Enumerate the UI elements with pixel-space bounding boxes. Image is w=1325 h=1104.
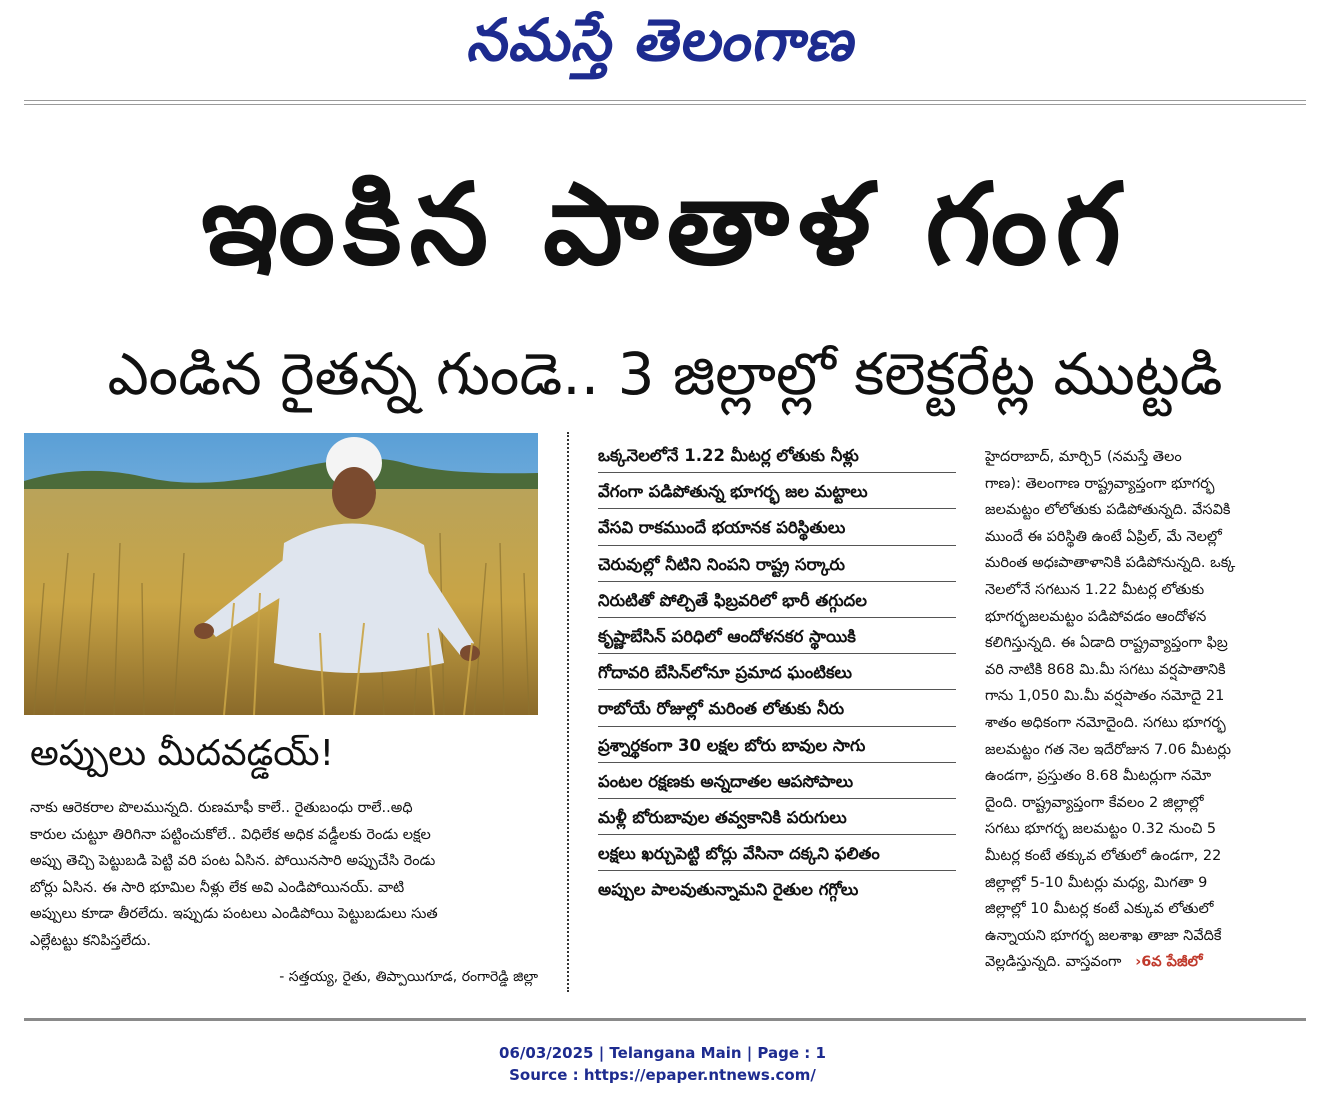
footer xyxy=(0,1042,1325,1086)
key-point: ఒక్కనెలలోనే 1.22 మీటర్ల లోతుకు నీళ్లు xyxy=(598,440,956,473)
photo-caption-quote xyxy=(30,795,538,954)
body-line: మరింత అధఃపాతాళానికి పడిపోనున్నది. ఒక్క xyxy=(985,555,1236,572)
body-line: ముందే ఈ పరిస్థితి ఉంటే ఏప్రిల్, మే నెలల్లో xyxy=(985,528,1222,545)
quote-line: బోర్లు ఏసిన. ఈ సారి భూమిల నీళ్లు లేక అవి ఎండిపోయినయ్. వాటి xyxy=(30,879,405,896)
key-point: గోదావరి బేసిన్‌లోనూ ప్రమాద ఘంటికలు xyxy=(598,657,956,690)
body-line: గాను 1,050 మి.మీ వర్షపాతం నమోదై 21 xyxy=(985,688,1225,705)
key-points-list xyxy=(598,440,956,909)
key-point: పంటల రక్షణకు అన్నదాతల ఆపసోపాలు xyxy=(598,766,956,799)
quote-line: కారుల చుట్టూ తిరిగినా పట్టించుకోలే.. విధిలేక అధిక వడ్డీలకు రెండు లక్షల xyxy=(30,826,431,843)
body-line: గాణ): తెలంగాణ రాష్ట్రవ్యాప్తంగా భూగర్భ xyxy=(985,475,1215,492)
body-line: జలమట్టం గత నెల ఇదేరోజున 7.06 మీటర్లు xyxy=(985,741,1232,758)
key-point: నిరుటితో పోల్చితే ఫిబ్రవరిలో భారీ తగ్గుదల xyxy=(598,585,956,618)
farmer-photo xyxy=(24,433,538,715)
column-divider xyxy=(567,432,569,992)
body-line: దైంది. రాష్ట్రవ్యాప్తంగా కేవలం 2 జిల్లాల్లో xyxy=(985,794,1204,811)
farmer-in-dry-paddy-image xyxy=(24,433,538,715)
quote-line: అప్పు తెచ్చి పెట్టుబడి పెట్టి వరి పంట ఏసిన. పోయినసారి అప్పుచేసి రెండు xyxy=(30,853,436,869)
key-point: కృష్ణాబేసిన్ పరిధిలో ఆందోళనకర స్థాయికి xyxy=(598,621,956,654)
body-line: మీటర్ల కంటే తక్కువ లోతులో ఉండగా, 22 xyxy=(985,847,1222,864)
body-line: సగటు భూగర్భ జలమట్టం 0.32 నుంచి 5 xyxy=(985,821,1217,838)
key-point: అప్పుల పాలవుతున్నామని రైతుల గగ్గోలు xyxy=(598,880,859,900)
body-line: వెల్లడిస్తున్నది. వాస్తవంగా xyxy=(985,954,1122,971)
body-line: నెలలోనే సగటున 1.22 మీటర్ల లోతుకు xyxy=(985,581,1205,598)
body-line: ఉన్నాయని భూగర్భ జలశాఖ తాజా నివేదికే xyxy=(985,927,1222,944)
photo-caption-title: అప్పులు మీదవడ్డయ్! xyxy=(30,733,335,774)
body-line: వరి నాటికి 868 మి.మీ సగటు వర్షపాతానికి xyxy=(985,661,1226,678)
quote-line: ఎల్లేటట్టు కనిపిస్తలేదు. xyxy=(30,932,151,949)
body-line: ఉండగా, ప్రస్తుతం 8.68 మీటర్లుగా నమో xyxy=(985,768,1212,785)
body-line: భూగర్భజలమట్టం పడిపోవడం ఆందోళన xyxy=(985,608,1207,625)
subheadline: ఎండిన రైతన్న గుండె.. 3 జిల్లాల్లో కలెక్టరేట్ల ముట్టడి xyxy=(107,340,1223,408)
body-line: కలిగిస్తున్నది. ఈ ఏడాది రాష్ట్రవ్యాప్తంగా ఫిబ్ర xyxy=(985,635,1228,652)
key-point: వేసవి రాకముందే భయానక పరిస్థితులు xyxy=(598,512,956,545)
body-line: శాతం అధికంగా నమోదైంది. సగటు భూగర్భ xyxy=(985,714,1226,731)
continued-on-page-link[interactable]: 6వ పేజీలో xyxy=(1141,954,1203,971)
quote-line: అప్పులు కూడా తీరలేదు. ఇప్పుడు పంటలు ఎండిపోయి పెట్టుబడులు సుత xyxy=(30,906,438,922)
footer-divider xyxy=(24,1018,1306,1021)
key-point: చెరువుల్లో నీటిని నింపని రాష్ట్ర సర్కారు xyxy=(598,549,956,582)
masthead-title: నమస్తే తెలంగాణ xyxy=(463,6,864,74)
key-point: వేగంగా పడిపోతున్న భూగర్భ జల మట్టాలు xyxy=(598,476,956,509)
key-point: లక్షలు ఖర్చుపెట్టి బోర్లు వేసినా దక్కని ఫలితం xyxy=(598,838,956,871)
body-line-last xyxy=(985,949,1291,976)
masthead-divider xyxy=(24,100,1306,105)
quote-attribution: - సత్తయ్య, రైతు, తిప్పాయిగూడ, రంగారెడ్డి జిల్లా xyxy=(279,969,538,985)
key-point: రాబోయే రోజుల్లో మరింత లోతుకు నీరు xyxy=(598,693,956,726)
body-line: జలమట్టం లోలోతుకు పడిపోతున్నది. వేసవికి xyxy=(985,502,1231,519)
article-body xyxy=(985,444,1291,976)
key-point: ప్రశ్నార్థకంగా 30 లక్షల బోరు బావుల సాగు xyxy=(598,730,956,763)
body-line: జిల్లాల్లో 5-10 మీటర్లు మధ్య, మిగతా 9 xyxy=(985,874,1208,891)
continued-arrow-icon: › xyxy=(1135,954,1142,971)
source-link[interactable]: Source : https://epaper.ntnews.com/ xyxy=(509,1066,816,1084)
edition-line: 06/03/2025 | Telangana Main | Page : 1 xyxy=(499,1044,826,1062)
body-line: జిల్లాల్లో 10 మీటర్ల కంటే ఎక్కువ లోతులో xyxy=(985,901,1214,918)
body-line: హైదరాబాద్, మార్చి5 (నమస్తే తెలం xyxy=(985,449,1182,465)
key-point: మళ్లీ బోరుబావుల తవ్వకానికి పరుగులు xyxy=(598,802,956,835)
quote-line: నాకు ఆరెకరాల పొలమున్నది. రుణమాఫీ కాలే.. రైతుబంధు రాలే..అధి xyxy=(30,800,413,816)
headline: ఇంకిన పాతాళ గంగ xyxy=(201,160,1129,290)
